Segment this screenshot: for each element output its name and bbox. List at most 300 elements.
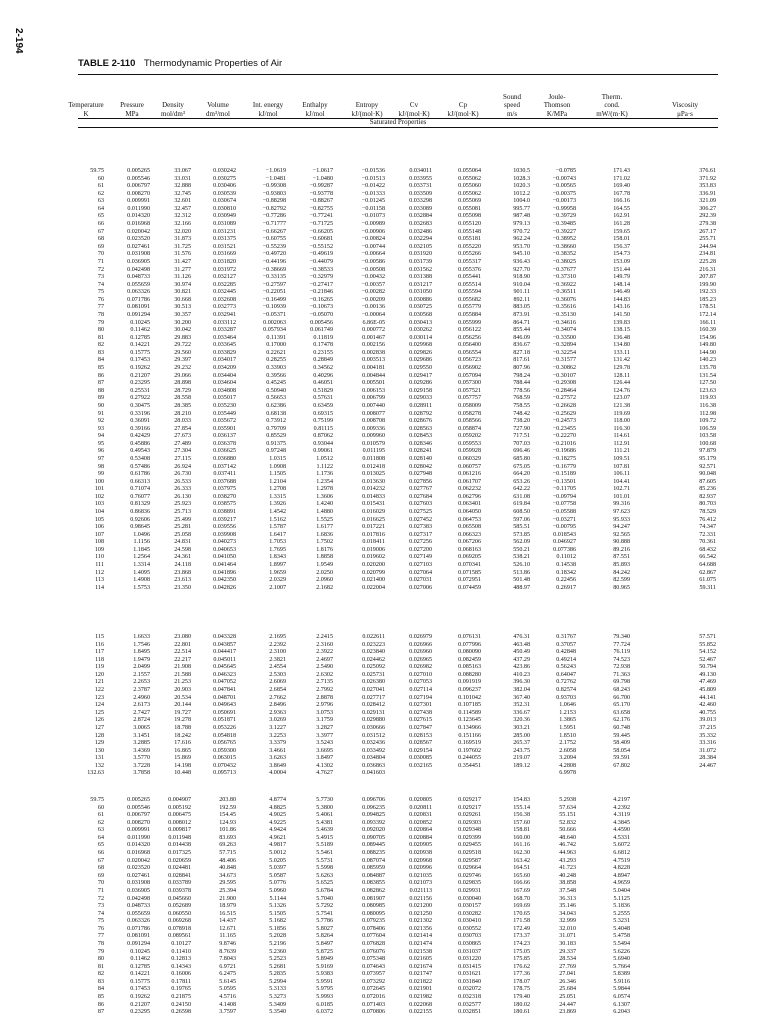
table-cell: 5.5998: [316, 865, 333, 872]
table-cell: 321.09: [699, 198, 716, 205]
table-cell: 0.036625: [213, 448, 236, 455]
table-cell: 642.22: [513, 486, 530, 493]
table-cell: 585.51: [513, 524, 530, 531]
table-cell: 2.1007: [269, 584, 286, 591]
table-cell: 2.2653: [133, 679, 150, 686]
table-cell: 836.67: [513, 342, 530, 349]
table-cell: 0.046927: [553, 539, 576, 546]
table-cell: 0.012418: [362, 463, 385, 470]
table-cell: 0.085959: [362, 865, 385, 872]
table-cell: 352.31: [513, 702, 530, 709]
table-cell: 4.8774: [269, 797, 286, 803]
table-cell: 0.042826: [213, 584, 236, 591]
table-cell: 0.028241: [409, 448, 432, 455]
table-cell: 22.801: [174, 641, 191, 648]
table-cell: −0.38025: [552, 258, 576, 265]
table-cell: 0.030810: [213, 205, 236, 212]
table-cell: −0.37310: [552, 274, 576, 281]
table-cell: 87: [97, 380, 104, 387]
table-cell: −0.36076: [552, 296, 576, 303]
table-cell: −0.24573: [552, 418, 576, 425]
table-row: [78, 509, 718, 517]
table-row: [78, 642, 718, 650]
table-cell: 207.87: [699, 274, 716, 281]
table-cell: −0.21016: [552, 440, 576, 447]
table-cell: 2.4960: [133, 694, 150, 701]
table-cell: 0.93044: [313, 440, 333, 447]
table-cell: 0.048701: [213, 694, 236, 701]
table-cell: 4.5716: [219, 994, 236, 1001]
table-cell: 0.021200: [409, 903, 432, 910]
table-cell: 0.123645: [458, 717, 481, 724]
table-cell: 0.050691: [213, 709, 236, 716]
table-cell: 2.0960: [316, 577, 333, 584]
table-row: [78, 191, 718, 199]
table-cell: 0.055594: [458, 289, 481, 296]
table-cell: 0.026979: [409, 634, 432, 640]
table-cell: 4.9659: [613, 880, 630, 887]
table-cell: 149.79: [613, 274, 630, 281]
table-cell: 164.55: [613, 205, 630, 212]
table-cell: 0.031231: [213, 228, 236, 235]
table-cell: 39.013: [699, 717, 716, 724]
table-cell: 5.5494: [613, 940, 630, 947]
table-cell: 1.6836: [316, 531, 333, 538]
table-cell: 162.30: [513, 850, 530, 857]
table-cell: 0.070806: [362, 1009, 385, 1016]
table-cell: 5.3540: [269, 1009, 286, 1016]
table-cell: 5.7786: [316, 918, 333, 925]
table-cell: 0.008270: [127, 819, 150, 826]
table-cell: 0.013025: [362, 471, 385, 478]
table-cell: 79: [97, 948, 104, 955]
table-cell: 0.011990: [127, 205, 150, 212]
table-row: [78, 979, 718, 987]
table-cell: −0.38669: [262, 266, 286, 273]
table-cell: 3.2827: [316, 724, 333, 731]
table-cell: 0.020864: [409, 827, 432, 834]
table-cell: 0.009960: [362, 433, 385, 440]
table-cell: 5.9591: [316, 978, 333, 985]
table-cell: 0.016968: [127, 221, 150, 228]
table-cell: 2.5490: [316, 664, 333, 671]
table-cell: 0.020831: [409, 812, 432, 819]
table-cell: 0.005265: [127, 168, 150, 174]
table-cell: 0.057300: [458, 380, 481, 387]
table-cell: 0.035901: [213, 425, 236, 432]
table-row: [78, 183, 718, 191]
table-cell: −0.03271: [552, 516, 576, 523]
table-cell: 0.021400: [362, 577, 385, 584]
table-cell: 0.017221: [362, 524, 385, 531]
table-cell: 382.04: [513, 687, 530, 694]
table-cell: 0.031217: [409, 281, 432, 288]
table-cell: 0.029968: [409, 342, 432, 349]
table-cell: 0.038575: [213, 501, 236, 508]
table-cell: 0.021605: [409, 956, 432, 963]
table-cell: 0.093392: [362, 819, 385, 826]
column-header-line: m/s: [506, 109, 518, 118]
table-cell: 0.055064: [458, 168, 481, 174]
table-cell: −0.27597: [262, 281, 286, 288]
table-row: [78, 501, 718, 509]
table-cell: 83.693: [219, 834, 236, 841]
table-cell: 5.2681: [269, 963, 286, 970]
table-cell: 0.114589: [458, 709, 481, 716]
table-cell: 0.17453: [130, 357, 150, 364]
table-cell: 68: [97, 865, 104, 872]
table-cell: 0.029550: [409, 365, 432, 372]
table-row: [78, 710, 718, 718]
table-cell: 68: [97, 236, 104, 243]
table-row: [78, 304, 718, 312]
table-row: [78, 918, 718, 926]
table-cell: 21.900: [219, 895, 236, 902]
table-cell: 0.17000: [266, 342, 286, 349]
table-cell: 0.009991: [127, 827, 150, 834]
table-cell: 0.027149: [409, 554, 432, 561]
table-cell: 0.025731: [362, 671, 385, 678]
column-header-line: kJ/(mol·K): [398, 109, 430, 118]
table-cell: 0.059202: [458, 433, 481, 440]
table-cell: 2.1557: [133, 671, 150, 678]
table-cell: 526.10: [513, 562, 530, 569]
table-row: [78, 176, 718, 184]
table-cell: 0.089445: [362, 842, 385, 849]
table-cell: 0.11462: [130, 327, 150, 334]
table-cell: 2.2415: [316, 634, 333, 640]
table-cell: 0.244055: [458, 755, 481, 762]
column-header-line: K/MPa: [546, 109, 568, 118]
table-cell: 5.5189: [316, 842, 333, 849]
column-header-line: speed: [504, 101, 520, 109]
table-cell: 0.056400: [458, 342, 481, 349]
table-cell: 78: [97, 311, 104, 318]
table-cell: −0.39227: [552, 228, 576, 235]
table-cell: 0.006799: [362, 395, 385, 402]
table-cell: 0.083855: [362, 880, 385, 887]
table-row: [78, 320, 718, 328]
table-cell: 26.533: [174, 478, 191, 485]
table-cell: 5.0595: [219, 986, 236, 993]
table-cell: 74.523: [613, 656, 630, 663]
table-cell: 0.031669: [213, 251, 236, 258]
table-cell: 2.1752: [559, 740, 576, 747]
table-cell: 7.8043: [219, 956, 236, 963]
table-cell: 0.033645: [213, 342, 236, 349]
table-cell: 0.087074: [362, 857, 385, 864]
table-cell: 136.48: [613, 334, 630, 341]
table-cell: 5.6226: [613, 948, 630, 955]
table-cell: 0.027461: [127, 243, 150, 250]
table-cell: 28.210: [174, 410, 191, 417]
table-cell: 0.030886: [409, 296, 432, 303]
table-cell: 0.033829: [213, 349, 236, 356]
table-row: [78, 702, 718, 710]
table-cell: 0.068163: [458, 546, 481, 553]
table-row: [78, 327, 718, 335]
table-cell: 0.092020: [362, 827, 385, 834]
table-cell: 180.61: [513, 1009, 530, 1016]
table-cell: 0.019602: [362, 554, 385, 561]
table-cell: 82.599: [613, 577, 630, 584]
column-header-line: Thomson: [543, 101, 571, 109]
table-cell: 0.030410: [458, 918, 481, 925]
table-cell: 18.979: [219, 903, 236, 910]
table-cell: 0.084887: [362, 872, 385, 879]
table-cell: 44.963: [559, 850, 576, 857]
table-cell: 0.024481: [168, 865, 191, 872]
table-cell: 0.020938: [409, 850, 432, 857]
table-cell: 717.51: [513, 433, 530, 440]
table-cell: 927.70: [513, 266, 530, 273]
table-cell: 0.027856: [409, 478, 432, 485]
table-cell: 0.042350: [213, 577, 236, 584]
table-cell: 26.130: [174, 493, 191, 500]
table-cell: 109.72: [699, 418, 716, 425]
table-cell: 76: [97, 925, 104, 932]
table-cell: 119.93: [699, 395, 716, 402]
table-row: [78, 547, 718, 555]
table-cell: 0.055098: [458, 213, 481, 220]
table-cell: −0.00064: [361, 311, 385, 318]
table-cell: 336.91: [699, 190, 716, 197]
table-cell: 116: [95, 641, 104, 648]
table-cell: 32.312: [174, 213, 191, 220]
column-header-line: Sound: [503, 92, 521, 101]
table-cell: −0.66205: [309, 228, 333, 235]
table-cell: 437.29: [513, 656, 530, 663]
table-cell: 0.009991: [127, 198, 150, 205]
table-cell: 0.21207: [130, 372, 150, 379]
table-cell: 4.1302: [316, 762, 333, 769]
table-cell: 4.1408: [219, 1001, 236, 1008]
table-row: [78, 865, 718, 873]
table-cell: 97.623: [613, 509, 630, 516]
table-cell: 77: [97, 304, 104, 311]
table-cell: 3.3977: [316, 732, 333, 739]
table-cell: 0.062232: [458, 486, 481, 493]
table-cell: 40.248: [559, 872, 576, 879]
table-cell: 1.2354: [316, 478, 333, 485]
table-cell: 0.003513: [362, 357, 385, 364]
table-cell: 5.2523: [269, 956, 286, 963]
table-cell: 5.1505: [269, 910, 286, 917]
table-cell: 3.5243: [316, 740, 333, 747]
table-cell: 5.5461: [316, 850, 333, 857]
table-cell: 0.071403: [362, 1001, 385, 1008]
table-cell: 5.2028: [269, 933, 286, 940]
table-cell: 267.17: [699, 228, 716, 235]
table-cell: 0.56243: [556, 664, 576, 671]
table-row: [78, 926, 718, 934]
table-cell: 0.023840: [362, 649, 385, 656]
table-cell: 0.028567: [409, 740, 432, 747]
table-cell: 0.42848: [556, 649, 576, 656]
table-cell: −0.00795: [552, 524, 576, 531]
table-cell: 83: [97, 978, 104, 985]
table-cell: −0.88267: [309, 198, 333, 205]
table-cell: 292.39: [699, 213, 716, 220]
table-cell: 0.041603: [362, 770, 385, 777]
table-cell: 109.51: [613, 455, 630, 462]
table-cell: 140.23: [699, 357, 716, 364]
table-cell: 675.05: [513, 463, 530, 470]
table-cell: 63: [97, 198, 104, 205]
table-cell: 0.021414: [409, 933, 432, 940]
table-cell: 135.78: [699, 365, 716, 372]
table-cell: 5.6784: [316, 887, 333, 894]
table-cell: 0.018543: [553, 531, 576, 538]
table-cell: 77.724: [613, 641, 630, 648]
table-cell: 0.021982: [409, 994, 432, 1001]
table-cell: −0.35616: [552, 304, 576, 311]
table-cell: 0.035230: [213, 402, 236, 409]
table-cell: 74.347: [699, 524, 716, 531]
table-cell: 155.14: [513, 804, 530, 811]
table-cell: −0.36511: [552, 289, 576, 296]
table-cell: 65: [97, 213, 104, 220]
table-cell: 108: [94, 539, 104, 546]
table-cell: 0.022611: [362, 634, 385, 640]
table-cell: 132: [94, 762, 104, 769]
table-row: [78, 986, 718, 994]
table-cell: 22.217: [174, 656, 191, 663]
table-cell: 0.034804: [362, 755, 385, 762]
table-cell: 0.028911: [409, 402, 432, 409]
table-cell: 410.23: [513, 671, 530, 678]
table-cell: 171.02: [613, 175, 630, 182]
table-cell: 664.20: [513, 471, 530, 478]
table-cell: 146.49: [613, 289, 630, 296]
table-cell: 0.031050: [409, 289, 432, 296]
table-cell: 0.031739: [409, 258, 432, 265]
table-cell: 36.313: [559, 895, 576, 902]
table-cell: 0.24150: [171, 1001, 191, 1008]
table-cell: 5.7292: [316, 903, 333, 910]
table-cell: 0.021250: [409, 910, 432, 917]
section-rule: [78, 127, 718, 128]
table-cell: 0.055062: [458, 190, 481, 197]
table-cell: 0.027256: [409, 539, 432, 546]
table-row: [78, 312, 718, 320]
table-cell: 177.36: [513, 971, 530, 978]
table-cell: 0.028412: [362, 702, 385, 709]
table-cell: −0.49720: [262, 251, 286, 258]
column-header-line: Volume: [207, 101, 229, 109]
table-cell: 0.029033: [409, 395, 432, 402]
table-cell: 5.3231: [613, 918, 630, 925]
table-cell: 0.064050: [458, 509, 481, 516]
table-cell: 0.047052: [213, 679, 236, 686]
table-title: [78, 58, 282, 69]
table-cell: 29.560: [174, 349, 191, 356]
table-cell: 175.85: [513, 956, 530, 963]
table-row: [78, 770, 718, 778]
table-cell: 0.107185: [458, 702, 481, 709]
table-cell: 52.467: [699, 656, 716, 663]
table-cell: 1.2708: [269, 486, 286, 493]
table-cell: 99.316: [613, 501, 630, 508]
column-header: [64, 78, 108, 118]
table-cell: 0.46051: [313, 380, 333, 387]
table-cell: 0.045660: [168, 895, 191, 902]
table-cell: 87: [97, 1009, 104, 1016]
table-cell: 1.7546: [133, 641, 150, 648]
table-cell: 0.030865: [458, 940, 481, 947]
table-cell: 5.8389: [613, 971, 630, 978]
table-cell: 0.060329: [458, 455, 481, 462]
table-cell: 3.0269: [269, 717, 286, 724]
table-cell: 2.1682: [316, 584, 333, 591]
table-row: [78, 350, 718, 358]
table-cell: 30.042: [174, 327, 191, 334]
table-cell: 5.6263: [316, 872, 333, 879]
table-cell: −0.30862: [552, 365, 576, 372]
table-cell: 2.4554: [269, 664, 286, 671]
table-cell: 0.12785: [130, 963, 150, 970]
table-cell: 0.031908: [127, 880, 150, 887]
table-cell: 0.22456: [556, 577, 576, 584]
table-cell: 1.5951: [559, 724, 576, 731]
table-cell: 0.79709: [266, 425, 286, 432]
table-cell: −0.00989: [361, 221, 385, 228]
table-cell: 244.94: [699, 243, 716, 250]
table-cell: 0.034604: [213, 380, 236, 387]
table-cell: 45.809: [699, 687, 716, 694]
table-cell: 55.852: [699, 641, 716, 648]
table-cell: 41.723: [559, 865, 576, 872]
table-cell: −0.21846: [309, 289, 333, 296]
table-cell: 0.020805: [409, 797, 432, 803]
table-cell: 124.76: [613, 387, 630, 394]
table-cell: 0.006153: [362, 387, 385, 394]
table-cell: 0.031908: [127, 251, 150, 258]
table-cell: −0.05371: [262, 311, 286, 318]
table-cell: 6.86E-05: [362, 319, 385, 326]
table-cell: 0.077604: [362, 933, 385, 940]
table-cell: 99: [97, 471, 104, 478]
table-cell: 0.032486: [409, 228, 432, 235]
table-cell: −0.60681: [309, 236, 333, 243]
table-cell: 0.067206: [458, 539, 481, 546]
table-cell: 0.029217: [458, 804, 481, 811]
table-cell: 5.0960: [269, 887, 286, 894]
table-cell: 24.467: [699, 762, 716, 769]
table-cell: 5.4381: [316, 819, 333, 826]
table-cell: 5.9795: [316, 986, 333, 993]
table-cell: 0.029286: [409, 380, 432, 387]
table-cell: 0.028153: [409, 732, 432, 739]
table-cell: −0.00744: [361, 243, 385, 250]
table-row: [78, 634, 718, 642]
table-cell: 0.052689: [168, 903, 191, 910]
table-row: [78, 717, 718, 725]
table-cell: 203.80: [219, 797, 236, 803]
table-cell: −0.33135: [262, 274, 286, 281]
table-cell: 149.80: [699, 342, 716, 349]
table-cell: 0.021538: [409, 948, 432, 955]
table-cell: 778.56: [513, 387, 530, 394]
table-cell: 0.073292: [362, 978, 385, 985]
table-cell: 0.023520: [127, 865, 150, 872]
table-cell: 0.055148: [458, 228, 481, 235]
table-cell: −0.01422: [361, 183, 385, 190]
table-cell: 0.055441: [458, 274, 481, 281]
table-cell: 19.278: [174, 717, 191, 724]
table-cell: 0.033464: [213, 334, 236, 341]
table-cell: −0.00508: [361, 266, 385, 273]
